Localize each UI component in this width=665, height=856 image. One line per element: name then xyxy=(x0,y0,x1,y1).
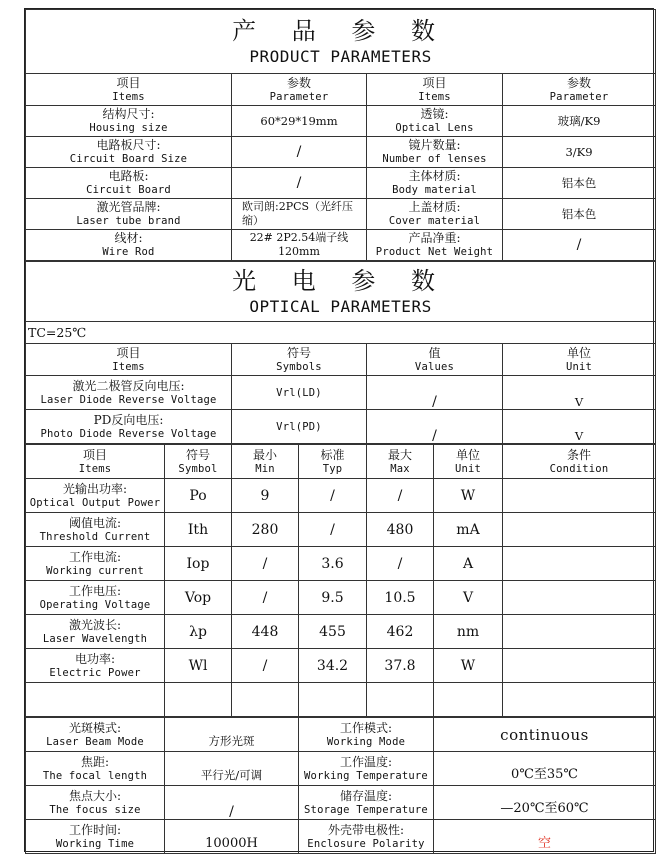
header-param-en: Parameter xyxy=(549,90,609,103)
table-row xyxy=(26,106,656,137)
row-max: / xyxy=(367,547,434,581)
header-unit-en: Unit xyxy=(565,360,593,373)
row-symbol: Ith xyxy=(165,513,232,547)
row-label-zh: 工作电压: xyxy=(68,583,122,598)
header-symbol-en: Symbol xyxy=(178,462,218,475)
row-label-zh: 上盖材质: xyxy=(408,200,461,214)
row-typ: 455 xyxy=(299,615,367,649)
row-label-en: Circuit Board xyxy=(86,184,171,196)
row-label-en: Electric Power xyxy=(49,666,141,679)
row-label-en: The focus size xyxy=(49,803,141,816)
product-header-row xyxy=(26,74,656,106)
row-max: 10.5 xyxy=(367,581,434,615)
header-min-zh: 最小 xyxy=(252,447,277,462)
table-row xyxy=(26,199,656,230)
header-item-en: Items xyxy=(418,90,451,103)
row-label-zh: 电路板: xyxy=(108,169,149,183)
row-value: continuous xyxy=(434,718,656,752)
row-label-zh: PD反向电压: xyxy=(93,412,164,427)
row-symbol: Iop xyxy=(165,547,232,581)
header-symbol-zh: 符号 xyxy=(286,345,311,360)
row-label-en: Body material xyxy=(392,184,477,196)
table-row xyxy=(26,752,656,786)
table-row xyxy=(26,820,656,854)
row-label-zh: 激光波长: xyxy=(68,617,122,632)
row-value: / xyxy=(165,786,299,820)
header-value-zh: 值 xyxy=(428,345,441,360)
optical-values-table xyxy=(25,444,656,717)
row-symbol: Vop xyxy=(165,581,232,615)
blank-row xyxy=(26,683,656,717)
header-param-zh: 参数 xyxy=(286,75,311,90)
row-label-zh: 线材: xyxy=(114,231,143,245)
row-label-zh: 电功率: xyxy=(74,651,116,666)
row-value: 60*29*19mm xyxy=(232,106,367,137)
row-min: 448 xyxy=(232,615,299,649)
row-label-en: The focal length xyxy=(42,769,148,782)
row-unit: W xyxy=(434,479,503,513)
row-value: / xyxy=(232,137,367,168)
row-label-en: Working Temperature xyxy=(304,769,428,782)
row-max: 462 xyxy=(367,615,434,649)
row-label-en: Laser tube brand xyxy=(76,215,181,227)
row-condition xyxy=(503,615,656,649)
product-parameters-table xyxy=(25,9,656,261)
row-min: / xyxy=(232,547,299,581)
header-symbol-en: Symbols xyxy=(276,360,322,373)
row-value: / xyxy=(367,410,503,444)
header-item-zh: 项目 xyxy=(422,75,447,90)
header-unit-zh: 单位 xyxy=(567,345,592,360)
row-label-zh: 透镜: xyxy=(420,107,449,121)
row-unit: V xyxy=(503,376,656,410)
row-label-en: Optical Lens xyxy=(395,122,474,134)
row-label-zh: 电路板尺寸: xyxy=(96,138,161,152)
row-symbol: Po xyxy=(165,479,232,513)
row-condition xyxy=(503,649,656,683)
header-item-en: Items xyxy=(78,462,112,475)
header-item-zh: 项目 xyxy=(116,75,141,90)
row-value: 铝本色 xyxy=(503,168,656,199)
values-header-row xyxy=(26,445,656,479)
product-title xyxy=(26,10,656,74)
table-row xyxy=(26,615,656,649)
header-max-en: Max xyxy=(390,462,410,475)
table-row xyxy=(26,230,656,261)
row-value: 玻璃/K9 xyxy=(503,106,656,137)
row-label-en: Laser Diode Reverse Voltage xyxy=(40,393,217,406)
row-label-en: Wire Rod xyxy=(102,246,155,258)
row-label-zh: 阈值电流: xyxy=(68,515,122,530)
row-label-en: Threshold Current xyxy=(39,530,151,543)
header-item-en: Items xyxy=(112,360,145,373)
row-label-en: Enclosure Polarity xyxy=(307,837,425,850)
table-row xyxy=(26,168,656,199)
row-typ: 3.6 xyxy=(299,547,367,581)
row-min: 9 xyxy=(232,479,299,513)
row-value: 3/K9 xyxy=(503,137,656,168)
row-value: 22# 2P2.54端子线 120mm xyxy=(232,230,367,261)
header-typ-en: Typ xyxy=(322,462,343,475)
row-value: 铝本色 xyxy=(503,199,656,230)
row-label-zh: 工作电流: xyxy=(68,549,122,564)
header-condition-en: Condition xyxy=(549,462,609,475)
row-symbol: Vrl(LD) xyxy=(232,376,367,410)
row-value: / xyxy=(232,168,367,199)
row-condition xyxy=(503,513,656,547)
row-symbol: Vrl(PD) xyxy=(232,410,367,444)
header-item-zh: 项目 xyxy=(82,447,107,462)
row-symbol: Wl xyxy=(165,649,232,683)
row-value: 欧司朗:2PCS（光纤压缩） xyxy=(232,199,367,230)
product-title-en: PRODUCT PARAMETERS xyxy=(249,46,432,66)
row-value: / xyxy=(503,230,656,261)
row-label-zh: 光输出功率: xyxy=(62,481,128,496)
header-unit-en: Unit xyxy=(454,462,482,475)
row-unit: V xyxy=(434,581,503,615)
row-label-en: Storage Temperature xyxy=(304,803,428,816)
row-label-en: Product Net Weight xyxy=(375,246,494,258)
row-label-en: Laser Beam Mode xyxy=(46,735,144,748)
row-unit: A xyxy=(434,547,503,581)
row-min: 280 xyxy=(232,513,299,547)
row-label-en: Working Mode xyxy=(326,735,406,748)
row-typ: 9.5 xyxy=(299,581,367,615)
table-row xyxy=(26,137,656,168)
optical-title xyxy=(26,262,656,322)
header-min-en: Min xyxy=(255,462,275,475)
header-max-zh: 最大 xyxy=(387,447,412,462)
header-typ-zh: 标准 xyxy=(320,447,345,462)
row-label-zh: 焦点大小: xyxy=(68,788,122,803)
table-row xyxy=(26,718,656,752)
row-unit: W xyxy=(434,649,503,683)
row-label-en: Cover material xyxy=(388,215,481,227)
header-value-en: Values xyxy=(414,360,455,373)
row-condition xyxy=(503,479,656,513)
row-unit: V xyxy=(503,410,656,444)
row-label-en: Number of lenses xyxy=(382,153,487,165)
table-row xyxy=(26,786,656,820)
optical-title-en: OPTICAL PARAMETERS xyxy=(249,296,432,316)
row-value: —20℃至60℃ xyxy=(434,786,656,820)
row-label-zh: 产品净重: xyxy=(408,231,461,245)
row-max: / xyxy=(367,479,434,513)
row-label-zh: 光斑模式: xyxy=(68,720,122,735)
product-title-zh: 产 品 参 数 xyxy=(232,16,449,45)
table-row xyxy=(26,513,656,547)
table-row xyxy=(26,410,656,444)
row-unit: mA xyxy=(434,513,503,547)
row-max: 480 xyxy=(367,513,434,547)
row-label-zh: 结构尺寸: xyxy=(102,107,155,121)
row-unit: nm xyxy=(434,615,503,649)
row-value: / xyxy=(367,376,503,410)
header-param-en: Parameter xyxy=(269,90,329,103)
row-label-zh: 激光管品牌: xyxy=(96,200,161,214)
row-label-zh: 主体材质: xyxy=(408,169,461,183)
row-condition xyxy=(503,581,656,615)
row-label-en: Photo Diode Reverse Voltage xyxy=(40,427,217,440)
header-unit-zh: 单位 xyxy=(455,447,480,462)
row-label-zh: 工作模式: xyxy=(339,720,393,735)
misc-parameters-table xyxy=(25,717,656,854)
header-item-zh: 项目 xyxy=(116,345,141,360)
row-typ: / xyxy=(299,513,367,547)
parameter-sheet xyxy=(24,8,654,852)
table-row xyxy=(26,376,656,410)
row-label-zh: 镜片数量: xyxy=(408,138,461,152)
table-row xyxy=(26,581,656,615)
row-label-en: Circuit Board Size xyxy=(69,153,188,165)
row-value: 平行光/可调 xyxy=(165,752,299,786)
test-condition: TC=25℃ xyxy=(26,322,656,344)
row-value: 10000H xyxy=(165,820,299,854)
row-value: 空 xyxy=(434,820,656,854)
row-label-en: Operating Voltage xyxy=(39,598,151,611)
row-label-zh: 工作时间: xyxy=(68,822,122,837)
table-row xyxy=(26,649,656,683)
row-label-zh: 工作温度: xyxy=(339,754,393,769)
row-symbol: λp xyxy=(165,615,232,649)
row-label-zh: 外壳带电极性: xyxy=(327,822,405,837)
row-value: 方形光斑 xyxy=(165,718,299,752)
header-symbol-zh: 符号 xyxy=(185,447,210,462)
table-row xyxy=(26,547,656,581)
header-param-zh: 参数 xyxy=(567,75,592,90)
row-typ: 34.2 xyxy=(299,649,367,683)
row-label-zh: 储存温度: xyxy=(339,788,393,803)
header-item-en: Items xyxy=(112,90,145,103)
row-condition xyxy=(503,547,656,581)
optical-title-zh: 光 电 参 数 xyxy=(232,266,449,295)
row-typ: / xyxy=(299,479,367,513)
row-label-en: Housing size xyxy=(89,122,168,134)
row-label-en: Optical Output Power xyxy=(29,496,161,509)
row-value: 0℃至35℃ xyxy=(434,752,656,786)
row-label-en: Laser Wavelength xyxy=(42,632,148,645)
row-min: / xyxy=(232,581,299,615)
row-label-zh: 焦距: xyxy=(80,754,110,769)
header-condition-zh: 条件 xyxy=(566,447,591,462)
table-row xyxy=(26,479,656,513)
row-max: 37.8 xyxy=(367,649,434,683)
row-label-en: Working Time xyxy=(55,837,135,850)
optical-header-row xyxy=(26,344,656,376)
row-label-zh: 激光二极管反向电压: xyxy=(72,378,185,393)
row-label-en: Working current xyxy=(46,564,144,577)
optical-parameters-table xyxy=(25,261,656,444)
row-min: / xyxy=(232,649,299,683)
